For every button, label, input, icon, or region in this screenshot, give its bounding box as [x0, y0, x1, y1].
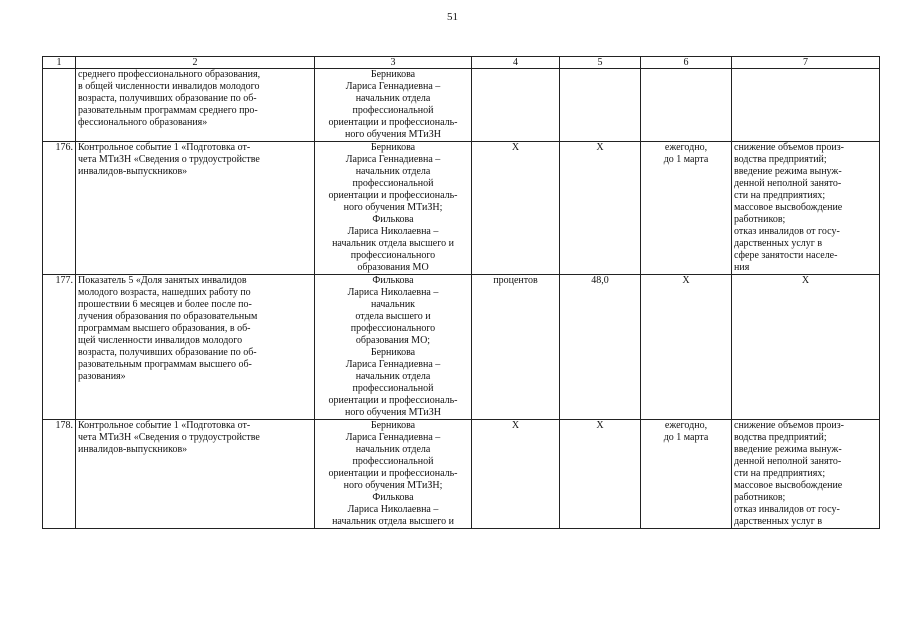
header-row	[43, 57, 880, 69]
risks-cell	[732, 275, 880, 420]
description-line: Контрольное событие 1 «Подготовка от-	[78, 420, 251, 431]
responsible-line: ориентации и профессиональ-	[328, 190, 458, 201]
description-line: инвалидов-выпускников»	[78, 444, 188, 455]
risk-line: введение режима вынуж-	[734, 444, 842, 455]
table-row	[43, 69, 880, 142]
description-line: в общей численности инвалидов молодого	[78, 81, 260, 92]
deadline-line: до 1 марта	[663, 154, 709, 165]
description-line: инвалидов-выпускников»	[78, 166, 188, 177]
table-row	[43, 142, 880, 275]
unit-cell	[472, 420, 560, 529]
description-line: щей численности инвалидов молодого	[78, 335, 243, 346]
deadline-cell	[641, 275, 732, 420]
value-cell	[560, 420, 641, 529]
description-cell	[76, 420, 315, 529]
responsible-cell	[315, 142, 472, 275]
description-line: молодого возраста, нашедших работу по	[78, 287, 251, 298]
responsible-line: профессионального	[350, 250, 436, 261]
unit-value: Х	[511, 142, 520, 153]
risk-line: отказ инвалидов от госу-	[734, 226, 840, 237]
risk-line: денной неполной занято-	[734, 456, 842, 467]
description-cell	[76, 275, 315, 420]
risk-line: введение режима вынуж-	[734, 166, 842, 177]
description-line: Контрольное событие 1 «Подготовка от-	[78, 142, 251, 153]
description-line: чета МТиЗН «Сведения о трудоустройстве	[78, 432, 260, 443]
risks-cell	[732, 420, 880, 529]
description-line: разовательным программам среднего про-	[78, 105, 258, 116]
unit-cell	[472, 69, 560, 142]
responsible-cell	[315, 69, 472, 142]
responsible-cell	[315, 420, 472, 529]
risk-line: Х	[801, 275, 810, 286]
header-cell-6: 6	[641, 57, 732, 69]
value-cell	[560, 69, 641, 142]
responsible-line: начальник отдела	[355, 444, 431, 455]
responsible-line: профессиональной	[352, 105, 434, 116]
row-number-cell	[43, 420, 76, 529]
target-value: 48,0	[591, 275, 609, 286]
responsible-line: ного обучения МТиЗН	[344, 129, 441, 140]
risk-line: дарственных услуг в	[734, 238, 823, 249]
responsible-line: начальник отдела высшего и	[332, 516, 454, 527]
row-number: 176.	[55, 142, 73, 153]
responsible-line: ного обучения МТиЗН;	[343, 480, 443, 491]
responsible-line: Берникова	[370, 347, 416, 358]
responsible-line: Лариса Геннадиевна –	[345, 154, 441, 165]
risk-line: массовое высвобождение	[734, 480, 843, 491]
description-line: разования»	[78, 371, 126, 382]
description-line: Показатель 5 «Доля занятых инвалидов	[78, 275, 247, 286]
responsible-line: профессиональной	[352, 178, 434, 189]
target-value: Х	[596, 420, 604, 431]
unit-value: процентов	[493, 275, 538, 286]
risk-line: дарственных услуг в	[734, 516, 823, 527]
risk-line: массовое высвобождение	[734, 202, 843, 213]
plan-table	[42, 56, 880, 529]
risk-line: отказ инвалидов от госу-	[734, 504, 840, 515]
row-number-cell	[43, 142, 76, 275]
responsible-line: Лариса Николаевна –	[347, 287, 439, 298]
description-line: прошествии 6 месяцев и более после по-	[78, 299, 252, 310]
risk-line: работников;	[734, 214, 786, 225]
responsible-line: ного обучения МТиЗН;	[343, 202, 443, 213]
risk-line: ния	[734, 262, 750, 273]
header-cell-1: 1	[43, 57, 76, 69]
deadline-line: до 1 марта	[663, 432, 709, 443]
responsible-line: Лариса Геннадиевна –	[345, 432, 441, 443]
responsible-line: Лариса Геннадиевна –	[345, 81, 441, 92]
deadline-line: ежегодно,	[664, 420, 708, 431]
risk-line: работников;	[734, 492, 786, 503]
unit-cell	[472, 275, 560, 420]
row-number: 177.	[55, 275, 73, 286]
description-line: разовательным программам высшего об-	[78, 359, 252, 370]
value-cell	[560, 275, 641, 420]
deadline-cell	[641, 69, 732, 142]
row-number-cell	[43, 275, 76, 420]
responsible-line: ного обучения МТиЗН	[344, 407, 441, 418]
value-cell	[560, 142, 641, 275]
page-number: 51	[447, 11, 458, 23]
unit-cell	[472, 142, 560, 275]
responsible-line: образования МО;	[355, 335, 431, 346]
row-number-cell	[43, 69, 76, 142]
description-line: программам высшего образования, в об-	[78, 323, 251, 334]
description-line: фессионального образования»	[78, 117, 208, 128]
deadline-cell	[641, 420, 732, 529]
risks-cell	[732, 69, 880, 142]
responsible-line: отдела высшего и	[355, 311, 431, 322]
responsible-line: Филькова	[372, 492, 414, 503]
risk-line: водства предприятий;	[734, 154, 827, 165]
responsible-line: Филькова	[372, 214, 414, 225]
row-number: 178.	[55, 420, 73, 431]
responsible-line: профессиональной	[352, 456, 434, 467]
responsible-line: Филькова	[372, 275, 414, 286]
description-cell	[76, 69, 315, 142]
responsible-line: Берникова	[370, 142, 416, 153]
header-cell-4: 4	[472, 57, 560, 69]
responsible-line: Лариса Геннадиевна –	[345, 359, 441, 370]
responsible-line: Лариса Николаевна –	[347, 226, 439, 237]
responsible-line: образования МО	[357, 262, 429, 273]
target-value: Х	[596, 142, 604, 153]
risk-line: денной неполной занято-	[734, 178, 842, 189]
risks-cell	[732, 142, 880, 275]
responsible-line: ориентации и профессиональ-	[328, 395, 458, 406]
responsible-line: начальник	[370, 299, 416, 310]
header-cell-2: 2	[76, 57, 315, 69]
deadline-cell	[641, 142, 732, 275]
deadline-line: ежегодно,	[664, 142, 708, 153]
responsible-line: Берникова	[370, 69, 416, 80]
responsible-line: ориентации и профессиональ-	[328, 468, 458, 479]
description-cell	[76, 142, 315, 275]
responsible-cell	[315, 275, 472, 420]
description-line: возраста, получивших образование по об-	[78, 93, 257, 104]
responsible-line: ориентации и профессиональ-	[328, 117, 458, 128]
risk-line: сти на предприятиях;	[734, 468, 826, 479]
description-line: чета МТиЗН «Сведения о трудоустройстве	[78, 154, 260, 165]
header-cell-3: 3	[315, 57, 472, 69]
responsible-line: начальник отдела	[355, 93, 431, 104]
responsible-line: профессиональной	[352, 383, 434, 394]
responsible-line: начальник отдела	[355, 371, 431, 382]
table-row	[43, 275, 880, 420]
header-cell-7: 7	[732, 57, 880, 69]
deadline-line: Х	[682, 275, 690, 286]
risk-line: снижение объемов произ-	[734, 420, 844, 431]
risk-line: сти на предприятиях;	[734, 190, 826, 201]
description-line: возраста, получивших образование по об-	[78, 347, 257, 358]
risk-line: снижение объемов произ-	[734, 142, 844, 153]
description-line: лучения образования по образовательным	[78, 311, 258, 322]
risk-line: сфере занятости населе-	[734, 250, 838, 261]
responsible-line: профессионального	[350, 323, 436, 334]
header-cell-5: 5	[560, 57, 641, 69]
table-row	[43, 420, 880, 529]
responsible-line: Берникова	[370, 420, 416, 431]
responsible-line: начальник отдела	[355, 166, 431, 177]
responsible-line: Лариса Николаевна –	[347, 504, 439, 515]
responsible-line: начальник отдела высшего и	[332, 238, 454, 249]
unit-value: Х	[511, 420, 520, 431]
description-line: среднего профессионального образования,	[78, 69, 261, 80]
risk-line: водства предприятий;	[734, 432, 827, 443]
